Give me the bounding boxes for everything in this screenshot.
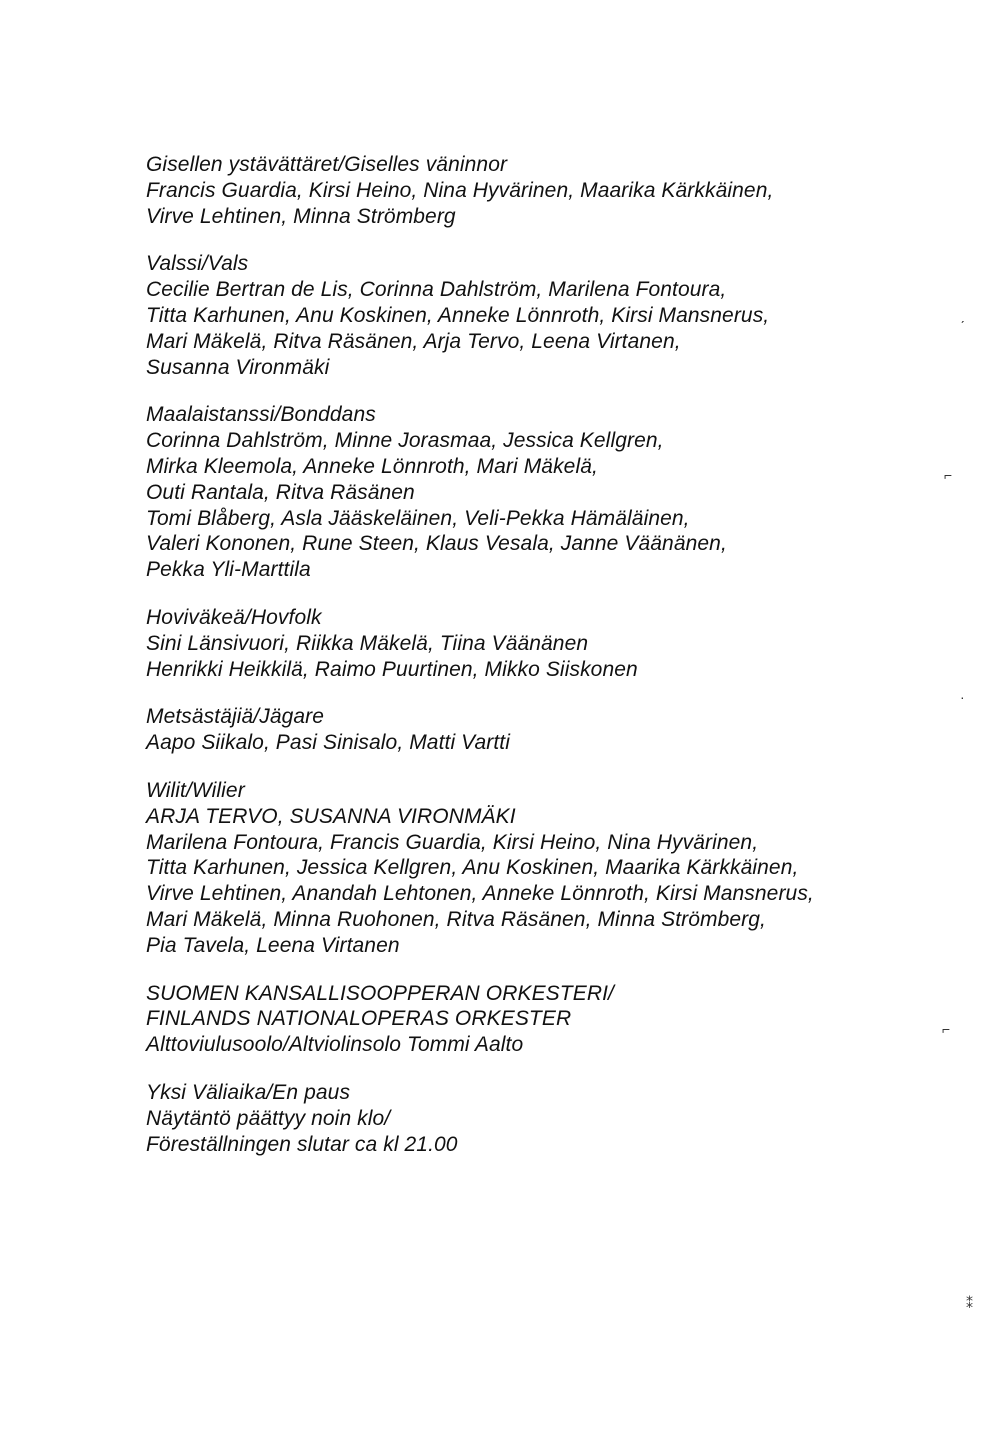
section-peasant-dance (146, 402, 966, 583)
section-court (146, 605, 966, 682)
cast-line: Henrikki Heikkilä, Raimo Puurtinen, Mikko Siiskonen (146, 657, 638, 681)
section-heading: Metsästäjiä/Jägare (146, 705, 325, 729)
cast-line: Marilena Fontoura, Francis Guardia, Kirsi Heino, Nina Hyvärinen, (146, 830, 759, 854)
cast-line: Mari Mäkelä, Minna Ruohonen, Ritva Räsänen, Minna Strömberg, (146, 907, 766, 931)
section-heading: Maalaistanssi/Bonddans (146, 403, 376, 427)
credits-page (146, 152, 966, 1179)
cast-line: Valeri Kononen, Rune Steen, Klaus Vesala, Janne Väänänen, (146, 532, 727, 556)
viola-solo-line: Alttoviulusoolo/Altviolinsolo Tommi Aalto (146, 1033, 524, 1057)
cast-line: Virve Lehtinen, Minna Strömberg (146, 204, 456, 228)
section-orchestra (146, 981, 966, 1058)
scan-speck: ⌐ (942, 1021, 951, 1037)
section-hunters (146, 704, 966, 756)
section-intermission (146, 1080, 966, 1157)
cast-line: Tomi Blåberg, Asla Jääskeläinen, Veli-Pekka Hämäläinen, (146, 506, 690, 530)
section-heading: Gisellen ystävättäret/Giselles väninnor (146, 153, 508, 176)
orchestra-name-sv: FINLANDS NATIONALOPERAS ORKESTER (146, 1007, 572, 1031)
section-waltz (146, 251, 966, 380)
cast-line: Francis Guardia, Kirsi Heino, Nina Hyvärinen, Maarika Kärkkäinen, (146, 178, 774, 202)
cast-line: Cecilie Bertran de Lis, Corinna Dahlström, Marilena Fontoura, (146, 278, 727, 302)
section-giselle-friends (146, 152, 966, 229)
soloists-line: ARJA TERVO, SUSANNA VIRONMÄKI (146, 804, 516, 828)
section-heading: Valssi/Vals (146, 252, 249, 276)
orchestra-name-fi: SUOMEN KANSALLISOOPPERAN ORKESTERI/ (146, 981, 614, 1005)
cast-line: Pekka Yli-Marttila (146, 558, 311, 582)
scan-speck: ⌐ (944, 467, 953, 483)
section-heading: Hoviväkeä/Hovfolk (146, 605, 322, 629)
section-wilis (146, 778, 966, 959)
section-heading: Wilit/Wilier (146, 778, 245, 802)
cast-line: Titta Karhunen, Jessica Kellgren, Anu Koskinen, Maarika Kärkkäinen, (146, 856, 799, 880)
cast-line: Pia Tavela, Leena Virtanen (146, 933, 400, 957)
cast-line: Outi Rantala, Ritva Räsänen (146, 480, 415, 504)
end-time-sv: Föreställningen slutar ca kl 21.00 (146, 1132, 458, 1156)
cast-line: Virve Lehtinen, Anandah Lehtonen, Anneke Lönnroth, Kirsi Mansnerus, (146, 882, 814, 906)
cast-line: Sini Länsivuori, Riikka Mäkelä, Tiina Väänänen (146, 631, 589, 655)
cast-line: Titta Karhunen, Anu Koskinen, Anneke Lönnroth, Kirsi Mansnerus, (146, 303, 770, 327)
cast-line: Susanna Vironmäki (146, 355, 330, 379)
cast-line: Mari Mäkelä, Ritva Räsänen, Arja Tervo, Leena Virtanen, (146, 329, 681, 353)
cast-line: Aapo Siikalo, Pasi Sinisalo, Matti Vartti (146, 731, 510, 755)
cast-line: Mirka Kleemola, Anneke Lönnroth, Mari Mäkelä, (146, 454, 598, 478)
end-time-fi: Näytäntö päättyy noin klo/ (146, 1106, 391, 1130)
scan-speck: ˏ (960, 307, 965, 323)
cast-line: Corinna Dahlström, Minne Jorasmaa, Jessica Kellgren, (146, 429, 664, 453)
scan-speck: · (960, 689, 965, 705)
scan-speck: ⁑ (966, 1295, 973, 1311)
intermission-line: Yksi Väliaika/En paus (146, 1080, 351, 1104)
